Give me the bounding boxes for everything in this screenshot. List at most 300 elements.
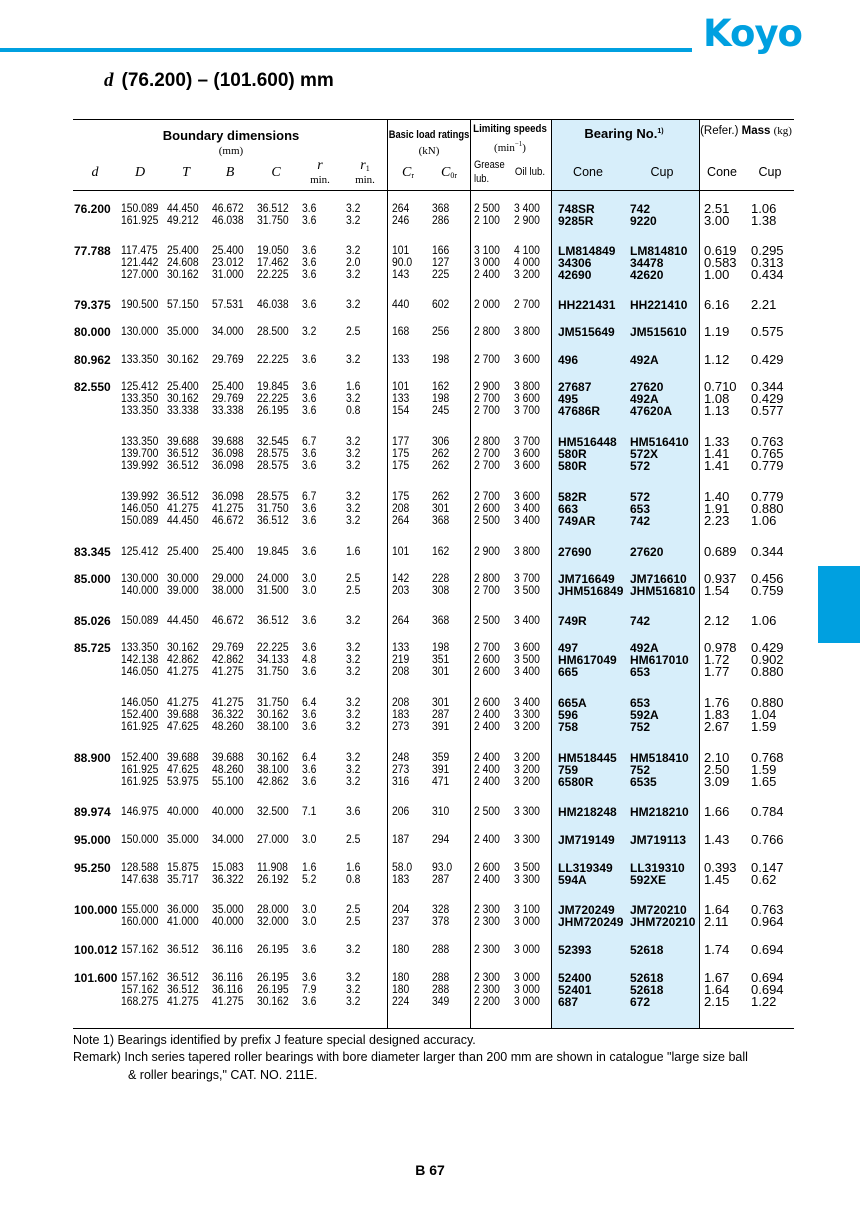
remark-line-1: Remark) Inch series tapered roller bearings with bore diameter larger than 200 mm are shown in catalogue "large size ball <box>73 1050 748 1064</box>
cell-mcone: 0.710 <box>704 379 737 394</box>
cell-cone: 52393 <box>558 943 592 957</box>
cell-cup: 653 <box>630 696 651 710</box>
cell-mcone: 1.72 <box>704 652 730 667</box>
cell-b: 38.000 <box>212 585 244 597</box>
cell-r1: 2.5 <box>346 326 361 338</box>
cell-t: 41.275 <box>167 697 199 709</box>
bore-diameter: 77.788 <box>74 244 111 258</box>
cell-r1: 3.2 <box>346 215 361 227</box>
cell-t: 15.875 <box>167 862 199 874</box>
cell-cone: 582R <box>558 490 587 504</box>
cell-r1: 3.2 <box>346 697 361 709</box>
cell-c: 38.100 <box>257 721 289 733</box>
cell-cone: 663 <box>558 502 579 516</box>
bore-diameter: 76.200 <box>74 202 111 216</box>
cell-t: 39.688 <box>167 752 199 764</box>
cell-cr: 175 <box>392 460 410 472</box>
cell-mcup: 1.65 <box>751 774 777 789</box>
cell-d: 125.412 <box>121 381 159 393</box>
cell-cr: 101 <box>392 381 410 393</box>
cell-grease: 2 600 <box>474 862 500 874</box>
cell-mcup: 0.456 <box>751 571 784 586</box>
cell-cone: HM518445 <box>558 751 617 765</box>
cell-cone: 749R <box>558 614 587 628</box>
cell-c0r: 262 <box>432 448 450 460</box>
cell-t: 49.212 <box>167 215 199 227</box>
cell-cup: LM814810 <box>630 244 688 258</box>
col-mass-cone: Cone <box>707 165 737 179</box>
cell-cr: 180 <box>392 944 410 956</box>
cell-c0r: 328 <box>432 904 450 916</box>
cell-cup: 52618 <box>630 943 664 957</box>
cell-cr: 101 <box>392 546 410 558</box>
cell-d: 150.089 <box>121 203 159 215</box>
cell-r: 6.4 <box>302 752 317 764</box>
cell-cup: 52618 <box>630 983 664 997</box>
cell-r1: 2.5 <box>346 916 361 928</box>
cell-c: 42.862 <box>257 776 289 788</box>
cell-mcup: 0.577 <box>751 403 784 418</box>
col-d: d <box>91 165 99 180</box>
cell-d: 133.350 <box>121 405 159 417</box>
cell-b: 41.275 <box>212 666 244 678</box>
cell-r1: 3.2 <box>346 448 361 460</box>
cell-d: 160.000 <box>121 916 159 928</box>
cell-mcup: 0.429 <box>751 391 784 406</box>
cell-d: 152.400 <box>121 709 159 721</box>
cell-mcone: 0.619 <box>704 243 737 258</box>
cell-mcone: 1.40 <box>704 489 730 504</box>
cell-mcup: 0.147 <box>751 860 784 875</box>
cell-d: 150.089 <box>121 515 159 527</box>
cell-d: 139.700 <box>121 448 159 460</box>
cell-mcup: 0.779 <box>751 458 784 473</box>
cell-c0r: 262 <box>432 460 450 472</box>
cell-mcup: 0.429 <box>751 640 784 655</box>
boundary-dimensions-header: Boundary dimensions <box>162 128 300 143</box>
cell-r: 3.6 <box>302 764 317 776</box>
cell-cr: 246 <box>392 215 410 227</box>
cell-cup: 752 <box>630 763 651 777</box>
cell-oil: 3 600 <box>514 448 540 460</box>
cell-c: 31.750 <box>257 666 289 678</box>
cell-mcup: 0.765 <box>751 446 784 461</box>
col-Cr <box>402 165 414 181</box>
cell-c0r: 301 <box>432 666 450 678</box>
cell-c0r: 127 <box>432 257 450 269</box>
cell-c: 28.575 <box>257 448 289 460</box>
cell-cup: 492A <box>630 392 659 406</box>
cell-d: 121.442 <box>121 257 159 269</box>
cell-r: 3.0 <box>302 573 317 585</box>
cell-d: 161.925 <box>121 776 159 788</box>
cell-cone: 496 <box>558 353 579 367</box>
load-ratings-header: Basic load ratings <box>388 129 470 141</box>
cell-cone: JHM720249 <box>558 915 624 929</box>
cell-c: 46.038 <box>257 299 289 311</box>
cell-c0r: 349 <box>432 996 450 1008</box>
cell-t: 44.450 <box>167 615 199 627</box>
cell-grease: 2 300 <box>474 984 500 996</box>
load-unit: (kN) <box>418 145 440 157</box>
cell-d: 147.638 <box>121 874 159 886</box>
cell-cup: 27620 <box>630 545 664 559</box>
table-top-rule <box>73 119 794 120</box>
cell-r: 3.0 <box>302 834 317 846</box>
cell-c0r: 602 <box>432 299 450 311</box>
cell-d: 155.000 <box>121 904 159 916</box>
cell-b: 25.400 <box>212 381 244 393</box>
cell-cone: 47686R <box>558 404 601 418</box>
cell-c: 38.100 <box>257 764 289 776</box>
cell-oil: 3 200 <box>514 776 540 788</box>
bore-diameter: 88.900 <box>74 751 111 765</box>
cell-grease: 2 400 <box>474 721 500 733</box>
cell-c: 36.512 <box>257 203 289 215</box>
cell-t: 41.275 <box>167 666 199 678</box>
col-grease-lub: lub. <box>474 173 490 185</box>
cell-cr: 90.0 <box>392 257 413 269</box>
mass-prefix: (Refer.) <box>700 125 739 137</box>
cell-oil: 3 800 <box>514 326 540 338</box>
cell-b: 46.672 <box>212 515 244 527</box>
cell-d: 142.138 <box>121 654 159 666</box>
cell-cup: 742 <box>630 514 651 528</box>
cell-r: 3.6 <box>302 776 317 788</box>
cell-b: 42.862 <box>212 654 244 666</box>
cell-r1: 3.2 <box>346 245 361 257</box>
cell-oil: 3 800 <box>514 381 540 393</box>
cell-d: 150.089 <box>121 615 159 627</box>
cell-cup: 492A <box>630 641 659 655</box>
cell-c0r: 471 <box>432 776 450 788</box>
cell-t: 36.512 <box>167 448 199 460</box>
cell-c: 22.225 <box>257 354 289 366</box>
cell-cup: 572X <box>630 447 659 461</box>
cell-mcone: 1.08 <box>704 391 730 406</box>
cell-mcone: 1.41 <box>704 458 730 473</box>
col-mass-cup: Cup <box>758 165 782 179</box>
cell-mcone: 1.13 <box>704 403 730 418</box>
cell-d: 190.500 <box>121 299 159 311</box>
cell-mcup: 1.22 <box>751 994 777 1009</box>
col-D: D <box>134 165 146 180</box>
speed-unit-base: (min <box>494 142 515 154</box>
cell-mcup: 0.295 <box>751 243 784 258</box>
cell-b: 29.769 <box>212 642 244 654</box>
cell-mcup: 0.694 <box>751 970 784 985</box>
bore-diameter: 85.725 <box>74 641 111 655</box>
cell-t: 36.512 <box>167 984 199 996</box>
cell-r: 3.6 <box>302 203 317 215</box>
cell-cr: 224 <box>392 996 410 1008</box>
cell-r1: 3.2 <box>346 642 361 654</box>
cell-r1: 3.2 <box>346 972 361 984</box>
cell-t: 30.000 <box>167 573 199 585</box>
cell-c: 31.750 <box>257 697 289 709</box>
cell-mcone: 1.33 <box>704 434 730 449</box>
cell-mcone: 2.12 <box>704 613 730 628</box>
cell-b: 34.000 <box>212 834 244 846</box>
cell-r1: 3.2 <box>346 666 361 678</box>
cell-oil: 3 200 <box>514 269 540 281</box>
cell-r: 3.6 <box>302 515 317 527</box>
page-title <box>104 70 334 92</box>
cell-b: 40.000 <box>212 916 244 928</box>
cell-cr: 203 <box>392 585 410 597</box>
cell-grease: 2 700 <box>474 405 500 417</box>
cell-c0r: 287 <box>432 709 450 721</box>
cell-b: 48.260 <box>212 764 244 776</box>
cell-cup: 42620 <box>630 268 664 282</box>
cell-cr: 208 <box>392 697 410 709</box>
cell-cr: 133 <box>392 354 410 366</box>
cell-mcone: 0.689 <box>704 544 737 559</box>
cell-c: 28.575 <box>257 460 289 472</box>
bore-diameter: 100.000 <box>74 903 118 917</box>
bore-diameter: 95.000 <box>74 833 111 847</box>
cell-mcone: 1.64 <box>704 902 730 917</box>
cell-r1: 3.2 <box>346 203 361 215</box>
cell-grease: 2 700 <box>474 642 500 654</box>
cell-d: 152.400 <box>121 752 159 764</box>
cell-cr: 175 <box>392 491 410 503</box>
mass-unit: (kg) <box>773 125 792 137</box>
cell-mcone: 1.76 <box>704 695 730 710</box>
cell-grease: 2 500 <box>474 515 500 527</box>
cell-b: 31.000 <box>212 269 244 281</box>
cell-oil: 3 400 <box>514 615 540 627</box>
cell-oil: 3 000 <box>514 996 540 1008</box>
cell-mcup: 1.06 <box>751 513 777 528</box>
cell-c0r: 166 <box>432 245 450 257</box>
cell-cone: 497 <box>558 641 579 655</box>
cell-oil: 4 100 <box>514 245 540 257</box>
cell-b: 29.000 <box>212 573 244 585</box>
cell-oil: 4 000 <box>514 257 540 269</box>
cell-cr: 204 <box>392 904 410 916</box>
cell-d: 133.350 <box>121 354 159 366</box>
cell-r: 3.6 <box>302 546 317 558</box>
cell-r1: 3.2 <box>346 503 361 515</box>
cell-grease: 2 700 <box>474 393 500 405</box>
cell-d: 139.992 <box>121 491 159 503</box>
cell-d: 157.162 <box>121 972 159 984</box>
cell-cup: 9220 <box>630 214 657 228</box>
cell-oil: 3 000 <box>514 916 540 928</box>
cell-mcone: 1.66 <box>704 804 730 819</box>
cell-grease: 2 300 <box>474 916 500 928</box>
cell-c0r: 351 <box>432 654 450 666</box>
cell-mcone: 2.15 <box>704 994 730 1009</box>
cell-cup: 6535 <box>630 775 657 789</box>
cell-mcone: 1.83 <box>704 707 730 722</box>
cell-c0r: 308 <box>432 585 450 597</box>
speed-unit-exp: −1 <box>514 140 523 148</box>
cell-r1: 3.2 <box>346 491 361 503</box>
cell-oil: 3 300 <box>514 709 540 721</box>
cell-mcup: 0.759 <box>751 583 784 598</box>
cell-mcup: 0.344 <box>751 379 784 394</box>
cell-c: 17.462 <box>257 257 289 269</box>
cell-mcone: 1.77 <box>704 664 730 679</box>
cell-r: 3.6 <box>302 503 317 515</box>
cell-grease: 2 000 <box>474 299 500 311</box>
cell-mcup: 0.880 <box>751 664 784 679</box>
cell-cup: JHM720210 <box>630 915 696 929</box>
cell-cone: HM516448 <box>558 435 617 449</box>
cell-grease: 2 400 <box>474 874 500 886</box>
mass-title: Mass <box>741 125 771 137</box>
cell-c0r: 288 <box>432 972 450 984</box>
col-T: T <box>182 165 190 180</box>
cell-oil: 3 600 <box>514 354 540 366</box>
cell-mcup: 1.38 <box>751 213 777 228</box>
cell-cone: 52401 <box>558 983 592 997</box>
cell-cr: 142 <box>392 573 410 585</box>
cell-t: 53.975 <box>167 776 199 788</box>
column-divider <box>699 119 700 1029</box>
cell-mcup: 0.880 <box>751 501 784 516</box>
cell-b: 34.000 <box>212 326 244 338</box>
cell-t: 36.512 <box>167 491 199 503</box>
cell-mcup: 0.784 <box>751 804 784 819</box>
cell-cr: 175 <box>392 448 410 460</box>
cell-c: 31.750 <box>257 215 289 227</box>
cell-t: 25.400 <box>167 245 199 257</box>
cell-mcone: 1.41 <box>704 446 730 461</box>
col-C0r <box>441 165 457 181</box>
cell-c: 19.845 <box>257 546 289 558</box>
cell-cup: 47620A <box>630 404 673 418</box>
cell-c0r: 256 <box>432 326 450 338</box>
cell-d: 157.162 <box>121 944 159 956</box>
cell-t: 33.338 <box>167 405 199 417</box>
cell-cone: HM218248 <box>558 805 617 819</box>
cell-cone: JM719149 <box>558 833 615 847</box>
cell-b: 25.400 <box>212 546 244 558</box>
bore-diameter: 95.250 <box>74 861 111 875</box>
cell-r: 1.6 <box>302 862 317 874</box>
cell-mcone: 1.64 <box>704 982 730 997</box>
cell-b: 36.322 <box>212 709 244 721</box>
column-divider <box>470 119 471 1029</box>
cell-c: 30.162 <box>257 996 289 1008</box>
cell-grease: 2 400 <box>474 752 500 764</box>
cell-cup: 752 <box>630 720 651 734</box>
cell-cone: JHM516849 <box>558 584 624 598</box>
cell-t: 44.450 <box>167 515 199 527</box>
cell-c: 28.575 <box>257 491 289 503</box>
cell-cr: 101 <box>392 245 410 257</box>
cell-c: 24.000 <box>257 573 289 585</box>
cell-c0r: 294 <box>432 834 450 846</box>
cell-mcone: 1.74 <box>704 942 730 957</box>
cell-cup: 27620 <box>630 380 664 394</box>
cell-r1: 3.2 <box>346 944 361 956</box>
cell-d: 161.925 <box>121 721 159 733</box>
cell-c: 32.500 <box>257 806 289 818</box>
cell-oil: 3 300 <box>514 874 540 886</box>
cell-b: 36.098 <box>212 491 244 503</box>
bore-diameter: 82.550 <box>74 380 111 394</box>
cell-c0r: 301 <box>432 697 450 709</box>
cell-r: 3.6 <box>302 642 317 654</box>
cell-cup: 572 <box>630 490 651 504</box>
cell-d: 127.000 <box>121 269 159 281</box>
cell-r1: 3.2 <box>346 436 361 448</box>
cell-r: 3.6 <box>302 615 317 627</box>
cell-r1: 1.6 <box>346 862 361 874</box>
cell-cr: 183 <box>392 874 410 886</box>
cell-mcup: 0.344 <box>751 544 784 559</box>
header-accent-bar <box>0 48 692 52</box>
cell-r1: 2.5 <box>346 904 361 916</box>
cell-oil: 3 400 <box>514 503 540 515</box>
cell-grease: 2 700 <box>474 354 500 366</box>
cell-b: 25.400 <box>212 245 244 257</box>
cell-c: 27.000 <box>257 834 289 846</box>
cell-oil: 3 000 <box>514 984 540 996</box>
cell-r1: 2.0 <box>346 257 361 269</box>
cell-b: 48.260 <box>212 721 244 733</box>
cell-cr: 264 <box>392 515 410 527</box>
cell-mcone: 1.91 <box>704 501 730 516</box>
cell-b: 55.100 <box>212 776 244 788</box>
cell-mcup: 0.62 <box>751 872 777 887</box>
col-r: r <box>317 158 323 173</box>
cell-grease: 2 700 <box>474 585 500 597</box>
cell-r: 3.6 <box>302 972 317 984</box>
cell-c0r: 306 <box>432 436 450 448</box>
cell-d: 157.162 <box>121 984 159 996</box>
cell-mcup: 1.59 <box>751 762 777 777</box>
cell-t: 36.000 <box>167 904 199 916</box>
cell-c: 36.512 <box>257 615 289 627</box>
cell-grease: 2 200 <box>474 996 500 1008</box>
cell-oil: 3 300 <box>514 806 540 818</box>
cell-grease: 2 800 <box>474 436 500 448</box>
cell-r1: 0.8 <box>346 405 361 417</box>
C0r-sub: 0r <box>450 171 458 180</box>
boundary-unit: (mm) <box>218 145 244 157</box>
cell-c0r: 162 <box>432 546 450 558</box>
cell-oil: 3 000 <box>514 972 540 984</box>
cell-r: 3.2 <box>302 326 317 338</box>
cell-cr: 264 <box>392 203 410 215</box>
cell-cup: 52618 <box>630 971 664 985</box>
cell-t: 57.150 <box>167 299 199 311</box>
cell-r: 3.6 <box>302 257 317 269</box>
cell-mcone: 2.67 <box>704 719 730 734</box>
bore-diameter: 83.345 <box>74 545 111 559</box>
cell-c: 36.512 <box>257 515 289 527</box>
cell-mcone: 1.19 <box>704 324 730 339</box>
cell-cup: JM720210 <box>630 903 687 917</box>
col-cup: Cup <box>650 165 674 179</box>
cell-cr: 187 <box>392 834 410 846</box>
cell-d: 130.000 <box>121 326 159 338</box>
cell-cr: 273 <box>392 721 410 733</box>
cell-r1: 3.2 <box>346 996 361 1008</box>
cell-cup: JHM516810 <box>630 584 696 598</box>
cell-r: 3.6 <box>302 448 317 460</box>
cell-oil: 3 800 <box>514 546 540 558</box>
bore-diameter: 89.974 <box>74 805 111 819</box>
cell-cup: 34478 <box>630 256 664 270</box>
cell-d: 150.000 <box>121 834 159 846</box>
cell-oil: 3 500 <box>514 585 540 597</box>
